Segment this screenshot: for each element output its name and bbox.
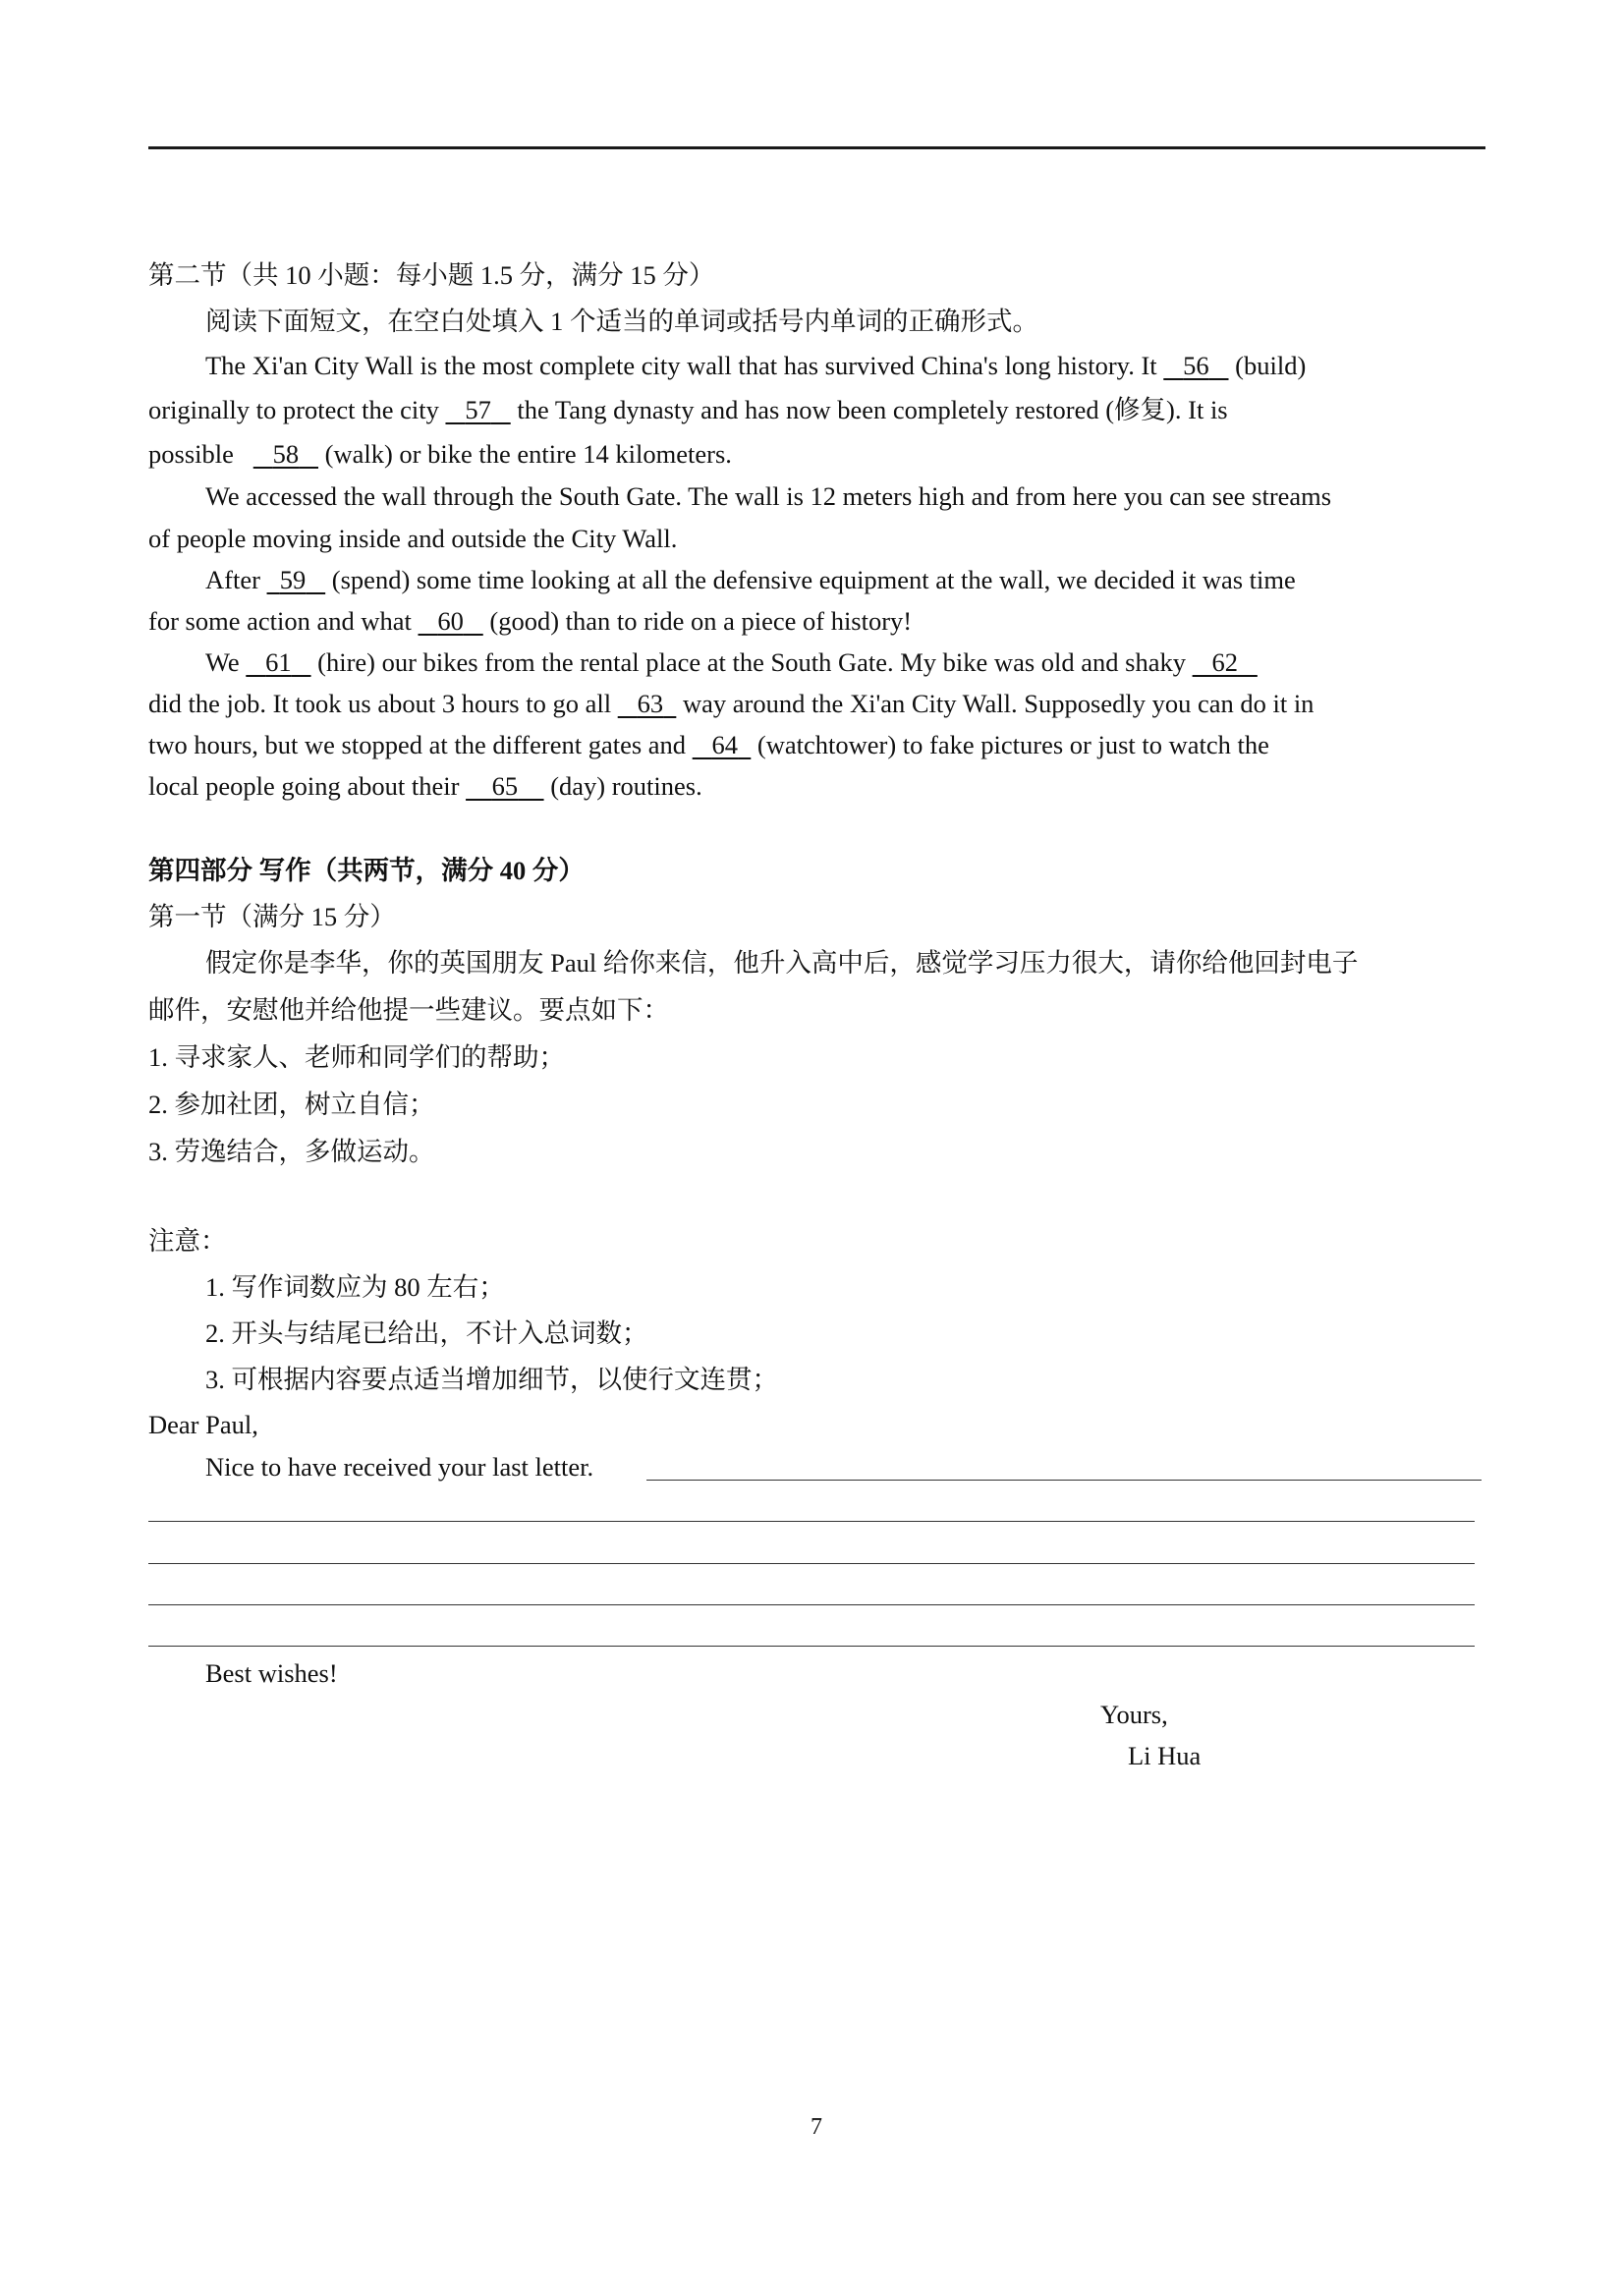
letter-salutation: Dear Paul,: [148, 1410, 258, 1439]
letter-signoff: Yours,: [1100, 1700, 1168, 1729]
key-point: 3. 劳逸结合，多做运动。: [148, 1137, 435, 1166]
header-rule: [148, 146, 1485, 149]
passage-line: possible 58 (walk) or bike the entire 14 kilometers.: [148, 439, 732, 469]
writing-line[interactable]: [148, 1563, 1475, 1564]
passage-line: We accessed the wall through the South Gate. The wall is 12 meters high and from here you can see streams: [205, 481, 1332, 511]
blank-59: 59: [279, 565, 307, 594]
passage-line: did the job. It took us about 3 hours to go all 63 way around the Xi'an City Wall. Supposedly you can do it in: [148, 689, 1315, 718]
writing-line[interactable]: [148, 1521, 1475, 1522]
passage-line: originally to protect the city 57 the Tang dynasty and has now been completely restored (修复). It is: [148, 395, 1228, 424]
writing-prompt: 假定你是李华，你的英国朋友 Paul 给你来信，他升入高中后，感觉学习压力很大，请你给他回封电子: [205, 948, 1359, 978]
blank-64: 64: [711, 730, 739, 759]
note-item: 2. 开头与结尾已给出，不计入总词数；: [205, 1318, 648, 1348]
writing-line[interactable]: [148, 1646, 1475, 1647]
passage-line: After 59 (spend) some time looking at all the defensive equipment at the wall, we decided it was time: [205, 565, 1296, 594]
passage-line: for some action and what 60 (good) than to ride on a piece of history!: [148, 606, 913, 636]
letter-opening: Nice to have received your last letter.: [205, 1452, 594, 1482]
note-item: 3. 可根据内容要点适当增加细节，以使行文连贯；: [205, 1365, 778, 1394]
blank-61: 61: [265, 647, 292, 677]
section-instruction: 阅读下面短文，在空白处填入 1 个适当的单词或括号内单词的正确形式。: [205, 307, 1038, 336]
page-number: 7: [811, 2114, 822, 2140]
note-item: 1. 写作词数应为 80 左右；: [205, 1272, 505, 1302]
section-heading: 第二节（共 10 小题：每小题 1.5 分，满分 15 分）: [148, 260, 715, 290]
blank-63: 63: [637, 689, 664, 718]
writing-prompt: 邮件，安慰他并给他提一些建议。要点如下：: [148, 995, 669, 1025]
passage-line: two hours, but we stopped at the different gates and 64 (watchtower) to fake pictures or just to watch the: [148, 730, 1269, 759]
writing-line[interactable]: [148, 1604, 1475, 1605]
passage-line: of people moving inside and outside the City Wall.: [148, 524, 678, 553]
blank-56: 56: [1183, 351, 1209, 380]
blank-62: 62: [1211, 647, 1238, 677]
blank-60: 60: [437, 606, 464, 636]
passage-line: The Xi'an City Wall is the most complete city wall that has survived China's long history. It 56 (build): [205, 351, 1307, 380]
part-heading: 第四部分 写作（共两节，满分 40 分）: [148, 856, 585, 885]
blank-57: 57: [465, 395, 491, 424]
notes-heading: 注意：: [148, 1226, 227, 1256]
key-point: 1. 寻求家人、老师和同学们的帮助；: [148, 1042, 565, 1072]
writing-line[interactable]: [646, 1480, 1482, 1481]
letter-signature: Li Hua: [1128, 1741, 1202, 1770]
letter-closing: Best wishes!: [205, 1658, 338, 1688]
sub-heading: 第一节（满分 15 分）: [148, 902, 396, 931]
passage-line: local people going about their 65 (day) routines.: [148, 771, 702, 801]
key-point: 2. 参加社团，树立自信；: [148, 1090, 435, 1119]
blank-58: 58: [272, 439, 300, 469]
passage-line: We 61 (hire) our bikes from the rental place at the South Gate. My bike was old and shaky 62: [205, 644, 1258, 680]
blank-65: 65: [491, 771, 519, 801]
